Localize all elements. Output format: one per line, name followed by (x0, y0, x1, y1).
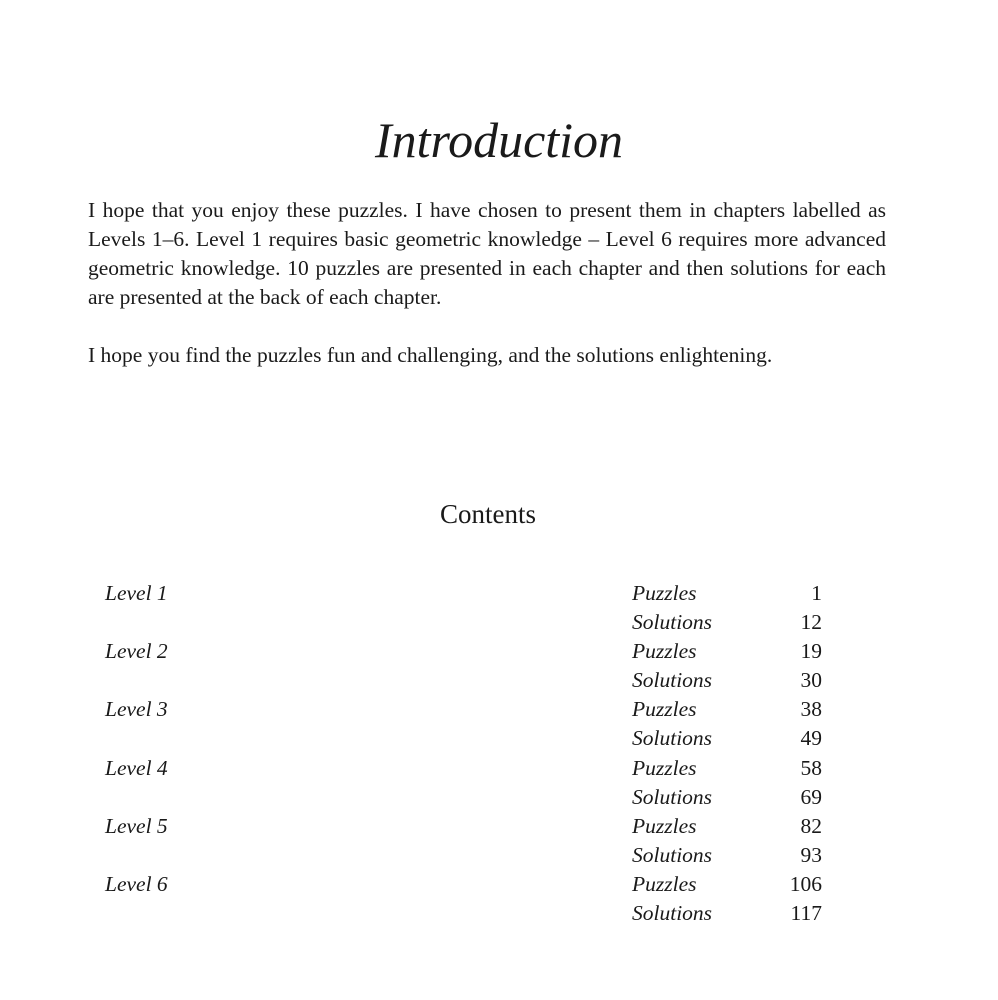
toc-page-number: 30 (800, 668, 822, 693)
toc-section-label: Puzzles (632, 871, 697, 896)
toc-page-number: 58 (800, 755, 822, 780)
toc-section-label: Solutions (632, 668, 713, 693)
toc-row[interactable] (0, 783, 998, 812)
toc-section-label: Solutions (632, 610, 713, 635)
toc-page-number: 19 (800, 639, 822, 664)
toc-row[interactable] (0, 637, 998, 666)
toc-section-label: Puzzles (632, 813, 697, 838)
table-of-contents (0, 579, 998, 928)
toc-page-number: 1 (811, 581, 822, 605)
toc-level-label: Level 3 (105, 697, 168, 722)
toc-row[interactable] (0, 695, 998, 724)
toc-row[interactable] (0, 841, 998, 870)
toc-section-label: Puzzles (632, 581, 697, 605)
toc-level-label: Level 5 (105, 813, 168, 838)
toc-section-label: Puzzles (632, 639, 697, 664)
toc-section-label: Solutions (632, 842, 713, 867)
toc-page-number: 82 (800, 813, 822, 838)
intro-paragraph-1: I hope that you enjoy these puzzles. I have chosen to present them in chapters labelled as Levels 1–6. Level 1 requires basic geometric knowledge – Level 6 requires more advanced geometric knowledge. 10 puzzles are presented in each chapter and then solutions for each are presented at the back of each chapter. (88, 198, 886, 309)
page-title: Introduction (374, 112, 624, 168)
toc-row[interactable] (0, 870, 998, 899)
toc-page-number: 69 (800, 784, 822, 809)
toc-section-label: Solutions (632, 784, 713, 809)
toc-row[interactable] (0, 579, 998, 608)
intro-paragraph-2: I hope you find the puzzles fun and challenging, and the solutions enlightening. (88, 343, 773, 367)
toc-page-number: 49 (800, 726, 822, 751)
toc-row[interactable] (0, 608, 998, 637)
toc-row[interactable] (0, 812, 998, 841)
toc-page-number: 117 (790, 901, 822, 926)
toc-page-number: 106 (789, 871, 822, 896)
toc-row[interactable] (0, 899, 998, 928)
contents-heading: Contents (439, 499, 536, 529)
toc-level-label: Level 2 (105, 639, 168, 664)
toc-row[interactable] (0, 724, 998, 753)
toc-section-label: Puzzles (632, 755, 697, 780)
toc-section-label: Solutions (632, 726, 713, 751)
toc-page-number: 93 (800, 842, 822, 867)
toc-page-number: 12 (800, 610, 822, 635)
intro-text (88, 196, 886, 370)
toc-section-label: Solutions (632, 901, 713, 926)
toc-section-label: Puzzles (632, 697, 697, 722)
toc-level-label: Level 6 (105, 871, 168, 896)
toc-page-number: 38 (800, 697, 822, 722)
toc-level-label: Level 4 (105, 755, 168, 780)
toc-row[interactable] (0, 754, 998, 783)
toc-row[interactable] (0, 666, 998, 695)
toc-level-label: Level 1 (105, 581, 168, 605)
